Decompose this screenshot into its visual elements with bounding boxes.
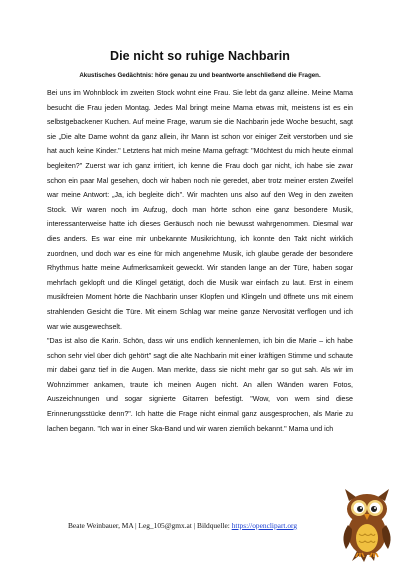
footer <box>68 521 368 530</box>
footer-credit: Beate Weinbauer, MA | Leg_105@gmx.at | Bildquelle: <box>68 521 232 530</box>
owl-icon <box>338 489 396 563</box>
page-title: Die nicht so ruhige Nachbarin <box>109 49 290 63</box>
story-text <box>47 86 353 436</box>
instructions: Akustisches Gedächtnis: höre genau zu und beantworte anschließend die Fragen. <box>79 72 321 79</box>
image-source-link[interactable]: https://openclipart.org <box>231 521 298 530</box>
paragraph-2: "Das ist also die Karin. Schön, dass wir uns endlich kennenlernen, ich bin die Marie – ich habe schon sehr viel über dich gehört" sagt die alte Nachbarin mit einer kräftigen Stimme und schaute mir dabei ganz tief in die Augen. Man merkte, dass sie nicht mehr gar so gut sah. Als wir im Wohnzimmer ankamen, traute ich meinen Augen nicht. An allen Wänden waren Fotos, Auszeichnungen und sogar signierte Gitarren befestigt. "Wow, von wem sind diese Erinnerungsstücke denn?". Ich hatte die Frage nicht einmal ganz ausgesprochen, als Marie zu lachen begann. "Ich war in einer Ska-Band und wir waren ziemlich bekannt." Mama und ich <box>47 337 353 433</box>
paragraph-1: Bei uns im Wohnblock im zweiten Stock wohnt eine Frau. Sie lebt da ganz alleine. Meine Mama besucht die Frau jeden Montag. Jedes Mal bringt meine Mama etwas mit, meistens ist es ein selbstgebackener Kuchen. Auf meine Frage, warum sie die Nachbarin jede Woche besucht, sagt sie „Die alte Dame wohnt da ganz allein, ihr Mann ist schon vor einiger Zeit verstorben und sie hat auch keine Kinder." Letztens hat mich meine Mama gefragt: "Möchtest du mich heute einmal begleiten?" Zuerst war ich ganz irritiert, ich kenne die Frau doch gar nicht, ich habe sie zwar schon ein paar Mal gesehen, doch wir haben noch nie geredet, aber trotz meiner ersten Zweifel war meine Antwort: „Ja, ich begleite dich". Wir machten uns also auf den Weg in den zweiten Stock. Wir waren noch im Aufzug, doch man hörte schon eine ganz besondere Musik, interessanterweise hatte ich dieses Geräusch noch nie bewusst wahrgenommen. Diesmal war dies anders. Es war eine mir unbekannte Musikrichtung, ich konnte den Takt nicht wirklich zuordnen, und doch war es eine für mich angenehme Musik, ich glaube gerade der besondere Rhythmus hatte meine Aufmerksamkeit geweckt. Wir standen lange an der Türe, haben sogar mehrfach geklopft und die Klingel getätigt, doch die Musik war einfach zu laut. Erst in einem musikfreien Moment hörte die Nachbarin unser Klopfen und Klingeln und öffnete uns mit einem strahlenden Gesicht die Türe. Mit einem Schlag war meine ganze Nervosität verflogen und ich war wie ausgewechselt. <box>47 89 353 331</box>
